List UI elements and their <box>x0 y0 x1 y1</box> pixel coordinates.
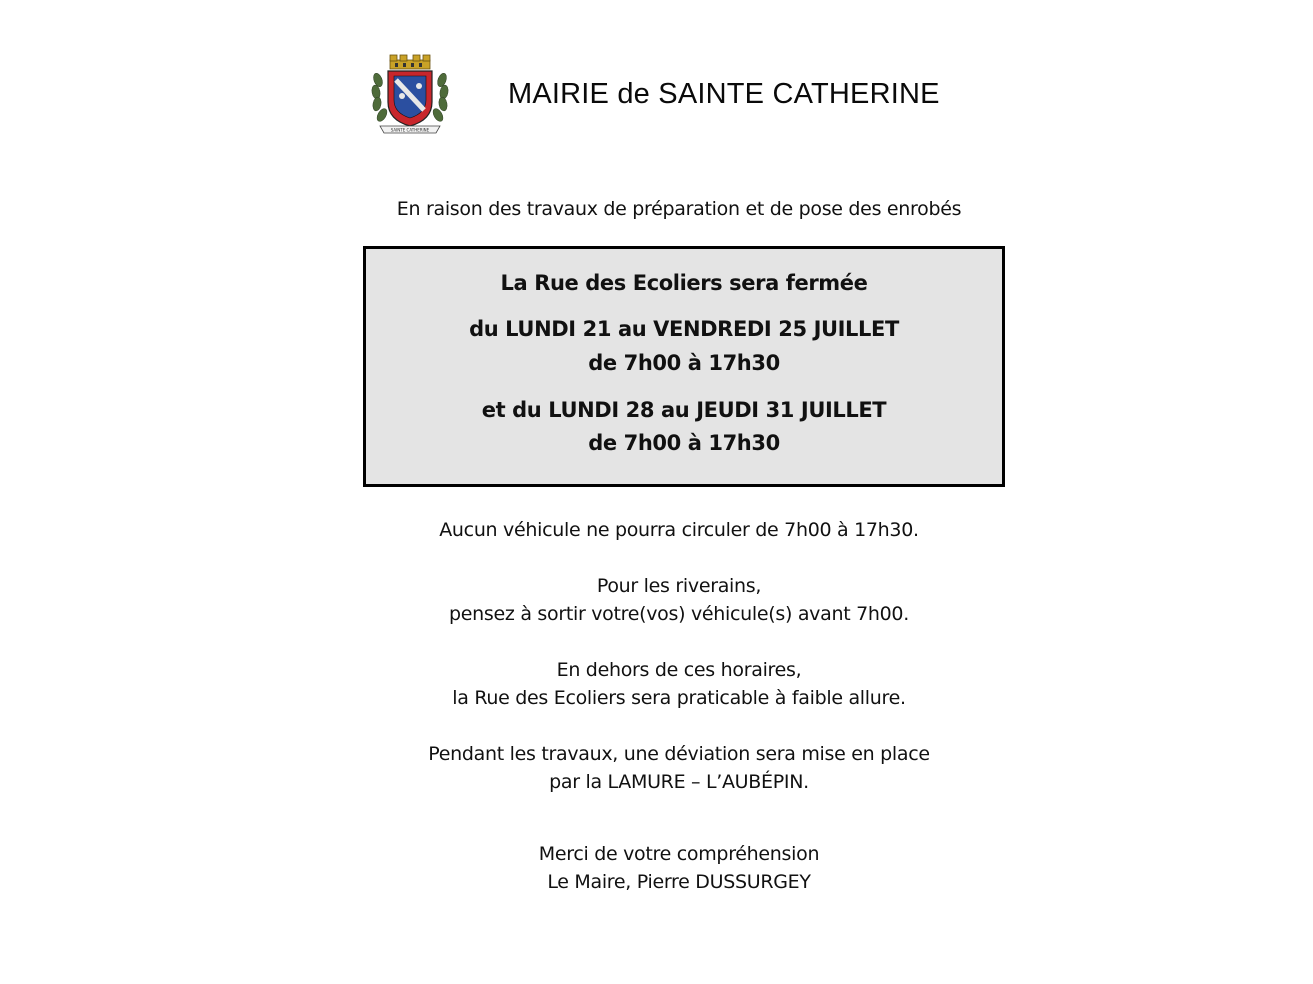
detour-line-2: par la LAMURE – L’AUBÉPIN. <box>549 771 809 793</box>
page-title: MAIRIE de SAINTE CATHERINE <box>508 78 940 110</box>
residents-line-1: Pour les riverains, <box>596 575 762 597</box>
period-1-dates: du LUNDI 21 au VENDREDI 25 JUILLET <box>469 317 899 341</box>
letterhead <box>370 50 970 140</box>
period-2-dates: et du LUNDI 28 au JEUDI 31 JUILLET <box>481 398 887 422</box>
residents-line-2: pensez à sortir votre(vos) véhicule(s) avant 7h00. <box>449 603 909 625</box>
detour-paragraph <box>0 740 1313 796</box>
outside-hours-line-1: En dehors de ces horaires, <box>556 659 802 681</box>
outside-hours-line-2: la Rue des Ecoliers sera praticable à faible allure. <box>452 687 906 709</box>
closing-block <box>0 840 1313 896</box>
municipal-coat-of-arms <box>370 50 450 136</box>
mayor-signature: Le Maire, Pierre DUSSURGEY <box>547 871 811 893</box>
thanks-line: Merci de votre compréhension <box>538 843 820 865</box>
intro-text: En raison des travaux de préparation et de pose des enrobés <box>396 198 962 220</box>
outside-hours-paragraph <box>0 656 1313 712</box>
no-vehicles-paragraph <box>0 516 1313 544</box>
period-1-hours: de 7h00 à 17h30 <box>588 351 780 375</box>
crest-ribbon-text: SAINTE CATHERINE <box>390 127 430 133</box>
period-2-hours: de 7h00 à 17h30 <box>588 431 780 455</box>
detour-line-1: Pendant les travaux, une déviation sera mise en place <box>428 743 930 765</box>
no-vehicles-line: Aucun véhicule ne pourra circuler de 7h00 à 17h30. <box>439 519 919 541</box>
closure-headline: La Rue des Ecoliers sera fermée <box>500 271 868 295</box>
closure-notice-box <box>363 246 1005 487</box>
residents-paragraph <box>0 572 1313 628</box>
